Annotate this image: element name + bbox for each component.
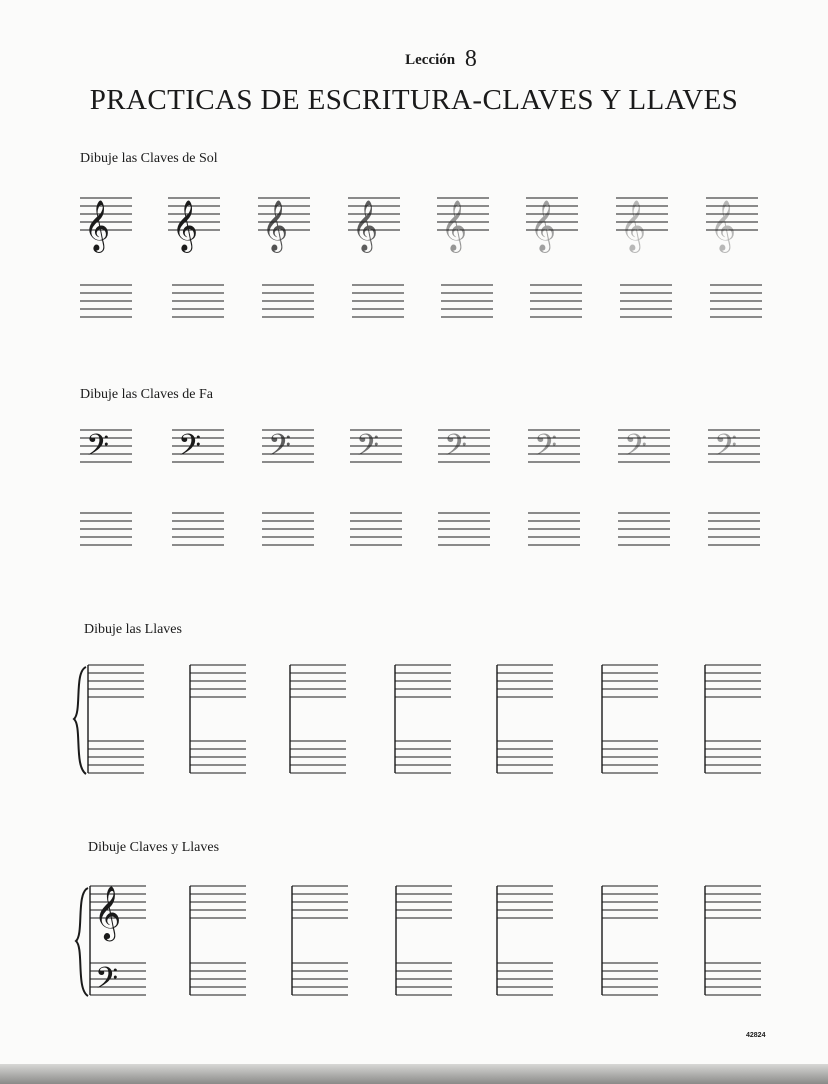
section-label-treble: Dibuje las Claves de Sol bbox=[80, 151, 218, 166]
page-number: 42824 bbox=[746, 1032, 766, 1039]
treble-clef-icon: 𝄞 bbox=[262, 200, 289, 251]
brace-icon bbox=[74, 667, 86, 774]
treble-clef-icon: 𝄞 bbox=[441, 200, 468, 251]
bass-clef-icon: 𝄢 bbox=[178, 429, 202, 470]
bass-clef-icon: 𝄢 bbox=[534, 429, 558, 470]
section-label-both: Dibuje Claves y Llaves bbox=[88, 840, 220, 855]
treble-clef-icon: 𝄞 bbox=[620, 200, 647, 251]
lesson-label: Lección bbox=[405, 52, 456, 68]
bass-clef-icon: 𝄢 bbox=[86, 429, 110, 470]
treble-clef-icon: 𝄞 bbox=[710, 200, 737, 251]
treble-clef-icon: 𝄞 bbox=[84, 200, 111, 251]
treble-clef-icon: 𝄞 bbox=[172, 200, 199, 251]
bass-clef-icon: 𝄢 bbox=[444, 429, 468, 470]
treble-clef-icon: 𝄞 bbox=[530, 200, 557, 251]
brace-icon bbox=[76, 888, 88, 996]
page-title: PRACTICAS DE ESCRITURA-CLAVES Y LLAVES bbox=[89, 84, 739, 116]
bass-clef-icon: 𝄢 bbox=[268, 429, 292, 470]
bass-clef-icon: 𝄢 bbox=[95, 962, 119, 1003]
treble-clef-icon: 𝄞 bbox=[94, 885, 122, 939]
bass-clef-icon: 𝄢 bbox=[714, 429, 738, 470]
section-label-braces: Dibuje las Llaves bbox=[84, 622, 182, 637]
treble-clef-icon: 𝄞 bbox=[352, 200, 379, 251]
bass-clef-icon: 𝄢 bbox=[624, 429, 648, 470]
section-label-bass: Dibuje las Claves de Fa bbox=[80, 387, 213, 402]
lesson-number: 8 bbox=[464, 46, 477, 72]
page-bottom-edge bbox=[0, 1064, 828, 1084]
bass-clef-icon: 𝄢 bbox=[356, 429, 380, 470]
